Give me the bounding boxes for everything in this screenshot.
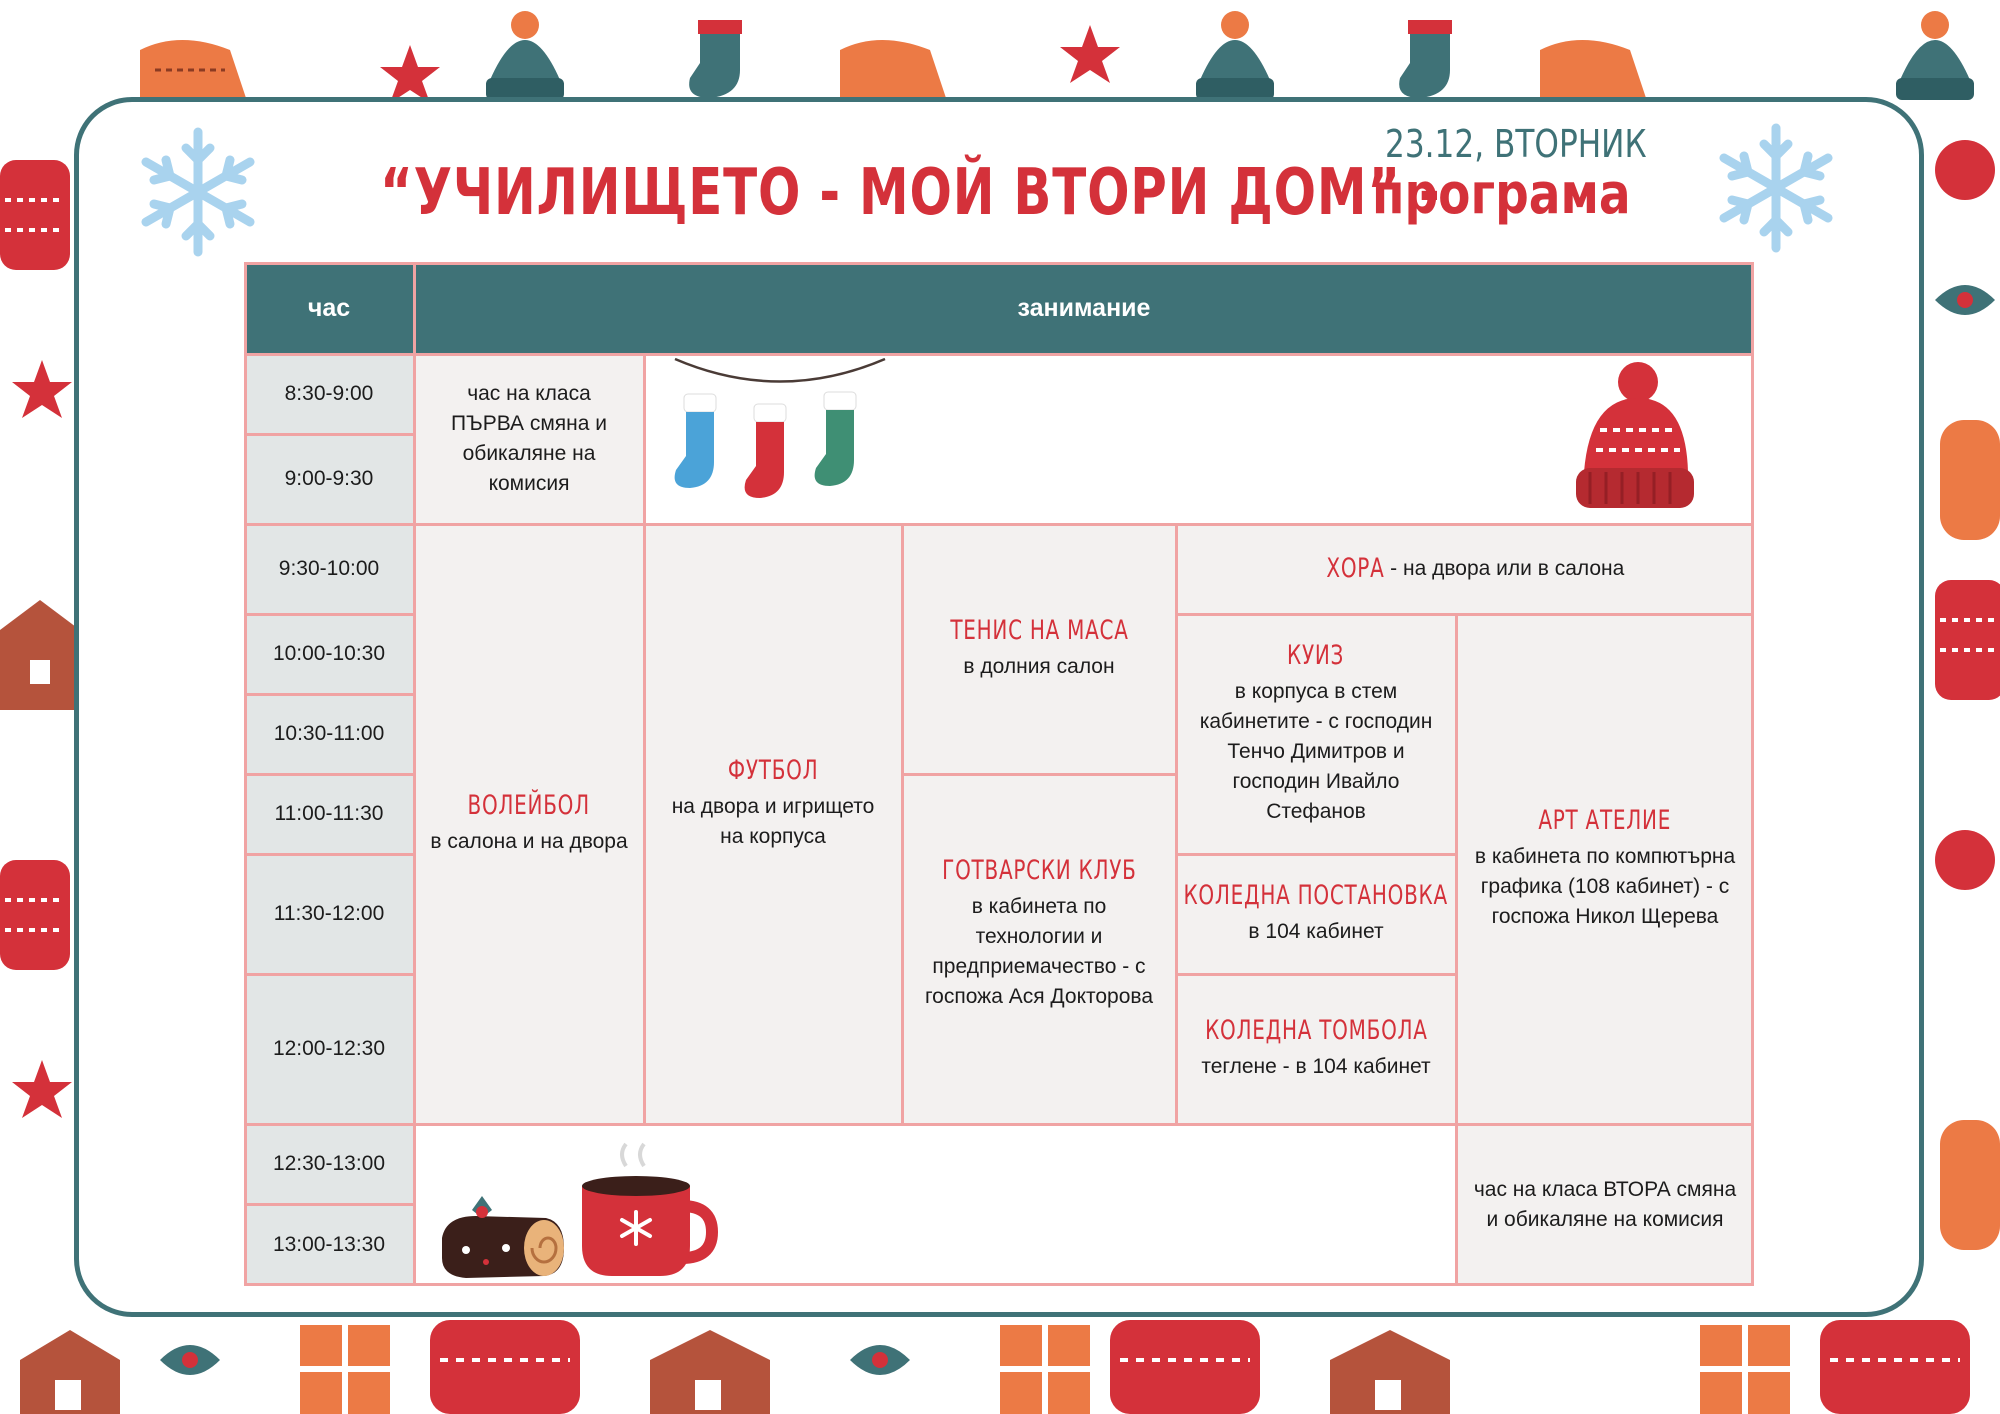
activity-art-atelier	[1456, 614, 1754, 1124]
activity-dances	[1176, 524, 1754, 614]
time-slot: 13:00-13:30	[244, 1204, 414, 1286]
activity-title: КОЛЕДНА ТОМБОЛА	[1204, 1015, 1428, 1046]
time-slot: 10:00-10:30	[244, 614, 414, 694]
sweater-icon	[430, 1320, 580, 1414]
gift-icon	[1000, 1325, 1090, 1414]
activity-title: ФУТБОЛ	[727, 755, 819, 786]
yule-log-icon	[436, 1188, 572, 1284]
activity-desc: в кабинета по компютърна графика (108 кабинет) - с госпожа Никол Щерева	[1474, 845, 1736, 928]
activity-volleyball	[414, 524, 644, 1124]
gift-icon	[300, 1325, 390, 1414]
activity-desc: в долния салон	[963, 655, 1115, 678]
ornament-icon	[1935, 140, 1995, 200]
column-header-activity: занимание	[414, 262, 1754, 354]
sweater-icon	[0, 160, 70, 270]
gift-icon	[1700, 1325, 1790, 1414]
activity-title: ГОТВАРСКИ КЛУБ	[941, 855, 1137, 886]
mitten-icon	[1940, 1120, 2000, 1250]
column-header-time: час	[244, 262, 414, 354]
sweater-icon	[1820, 1320, 1970, 1414]
stockings-icon	[670, 354, 890, 514]
time-slot: 11:00-11:30	[244, 774, 414, 854]
schedule-table	[244, 262, 1754, 1286]
time-slot: 9:30-10:00	[244, 524, 414, 614]
activity-desc: - на двора или в салона	[1390, 557, 1625, 580]
mitten-icon	[1940, 420, 2000, 540]
activity-desc: на двора и игрището на корпуса	[671, 795, 875, 848]
activity-title: АРТ АТЕЛИЕ	[1538, 805, 1672, 836]
ornament-icon	[1935, 830, 1995, 890]
cocoa-mug-icon	[578, 1136, 728, 1286]
snowflake-icon	[128, 122, 268, 262]
activity-title: ХОРА	[1326, 553, 1385, 584]
activity-title: КОЛЕДНА ПОСТАНОВКА	[1183, 880, 1449, 911]
time-slot: 11:30-12:00	[244, 854, 414, 974]
activity-desc: в корпуса в стем кабинетите - с господин Тенчо Димитров и господин Ивайло Стефанов	[1199, 680, 1433, 823]
sweater-icon	[0, 860, 70, 970]
sweater-icon	[1110, 1320, 1260, 1414]
page-title: “УЧИЛИЩЕТО - МОЙ ВТОРИ ДОМ” -	[380, 156, 1441, 230]
snowflake-icon	[1706, 118, 1846, 258]
sweater-icon	[1935, 580, 2000, 700]
activity-cooking-club	[902, 774, 1176, 1124]
activity-title: ТЕНИС НА МАСА	[949, 615, 1129, 646]
activity-desc: в 104 кабинет	[1248, 920, 1384, 943]
time-slot: 9:00-9:30	[244, 434, 414, 524]
knit-hat-icon	[1570, 360, 1700, 520]
activity-christmas-play	[1176, 854, 1456, 974]
activity-christmas-raffle	[1176, 974, 1456, 1124]
time-slot: 10:30-11:00	[244, 694, 414, 774]
time-slot: 8:30-9:00	[244, 354, 414, 434]
activity-table-tennis	[902, 524, 1176, 774]
class-hour-second-shift: час на класа ВТОРА смяна и обикаляне на комисия	[1456, 1124, 1754, 1286]
activity-quiz	[1176, 614, 1456, 854]
activity-title: КУИЗ	[1287, 640, 1345, 671]
activity-desc: теглене - в 104 кабинет	[1201, 1055, 1431, 1078]
time-slot: 12:30-13:00	[244, 1124, 414, 1204]
activity-football	[644, 524, 902, 1124]
class-hour-first-shift: час на класа ПЪРВА смяна и обикаляне на комисия	[414, 354, 644, 524]
activity-title: ВОЛЕЙБОЛ	[467, 790, 591, 821]
activity-desc: в салона и на двора	[430, 830, 628, 853]
time-slot: 12:00-12:30	[244, 974, 414, 1124]
activity-desc: в кабинета по технологии и предприемачество - с госпожа Ася Докторова	[924, 895, 1154, 1008]
page-subtitle: програма	[1372, 162, 1631, 227]
event-date: 23.12, ВТОРНИК	[1385, 122, 1647, 166]
